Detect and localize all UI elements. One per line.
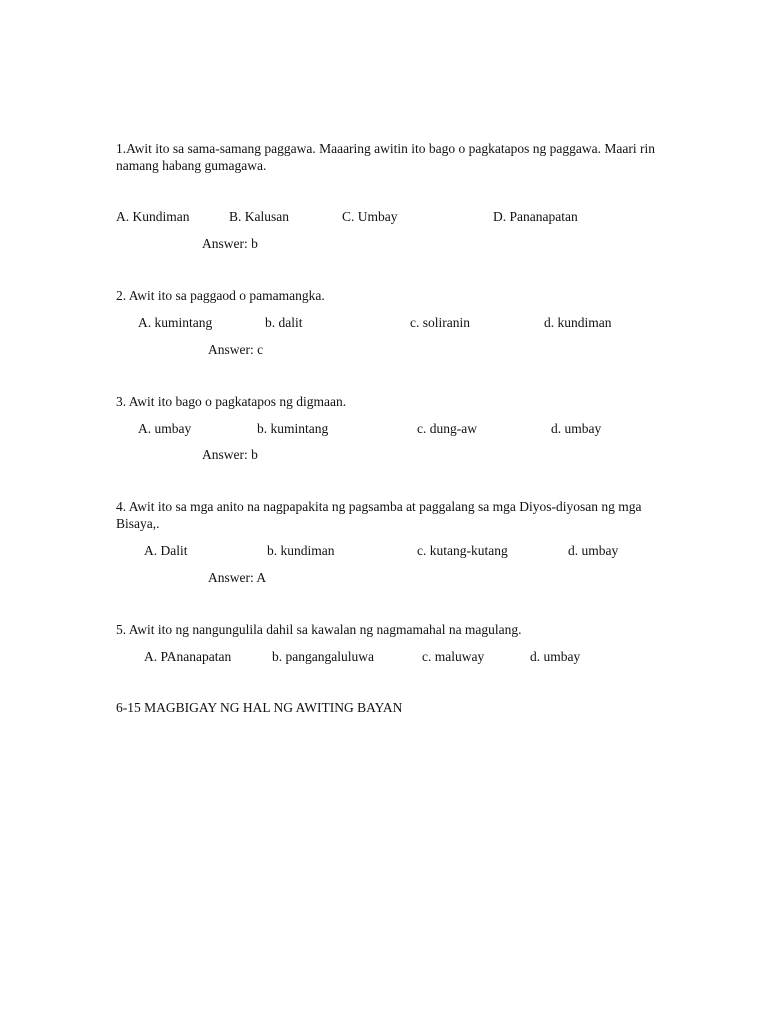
question-1-text: 1.Awit ito sa sama-samang paggawa. Maaaring awitin ito bago o pagkatapos ng paggawa. Maari rin namang habang gumagawa. [116,141,655,173]
question-2-choice-b: b. dalit [265,315,303,330]
question-5-choice-b: b. pangangaluluwa [272,649,374,664]
question-4-choice-d: d. umbay [568,543,619,558]
question-3-text: 3. Awit ito bago o pagkatapos ng digmaan. [116,394,347,409]
question-5-choice-a: A. PAnanapatan [144,649,232,664]
question-4-text: 4. Awit ito sa mga anito na nagpapakita ng pagsamba at paggalang sa mga Diyos-diyosan ng mga Bisaya,. [116,499,642,531]
question-1-choice-b: B. Kalusan [229,209,289,224]
question-2-choice-c: c. soliranin [410,315,470,330]
question-1-answer: Answer: b [202,236,258,251]
question-4-choice-c: c. kutang-kutang [417,543,508,558]
question-2-choice-a: A. kumintang [138,315,213,330]
question-2-answer: Answer: c [208,342,264,357]
question-5-choice-c: c. maluway [422,649,485,664]
question-3-choice-b: b. kumintang [257,421,329,436]
question-4-choice-b: b. kundiman [267,543,335,558]
question-3-choice-a: A. umbay [138,421,192,436]
instruction-text: 6-15 MAGBIGAY NG HAL NG AWITING BAYAN [116,700,403,715]
question-5-choice-d: d. umbay [530,649,581,664]
question-1-choice-c: C. Umbay [342,209,398,224]
question-3-answer: Answer: b [202,447,258,462]
question-3-choice-d: d. umbay [551,421,602,436]
question-2-choice-d: d. kundiman [544,315,612,330]
question-1-choice-d: D. Pananapatan [493,209,578,224]
question-1-choice-a: A. Kundiman [116,209,190,224]
question-4-choice-a: A. Dalit [144,543,188,558]
question-5-text: 5. Awit ito ng nangungulila dahil sa kawalan ng nagmamahal na magulang. [116,622,522,637]
question-3-choice-c: c. dung-aw [417,421,477,436]
question-2-text: 2. Awit ito sa paggaod o pamamangka. [116,288,325,303]
question-4-answer: Answer: A [208,570,267,585]
